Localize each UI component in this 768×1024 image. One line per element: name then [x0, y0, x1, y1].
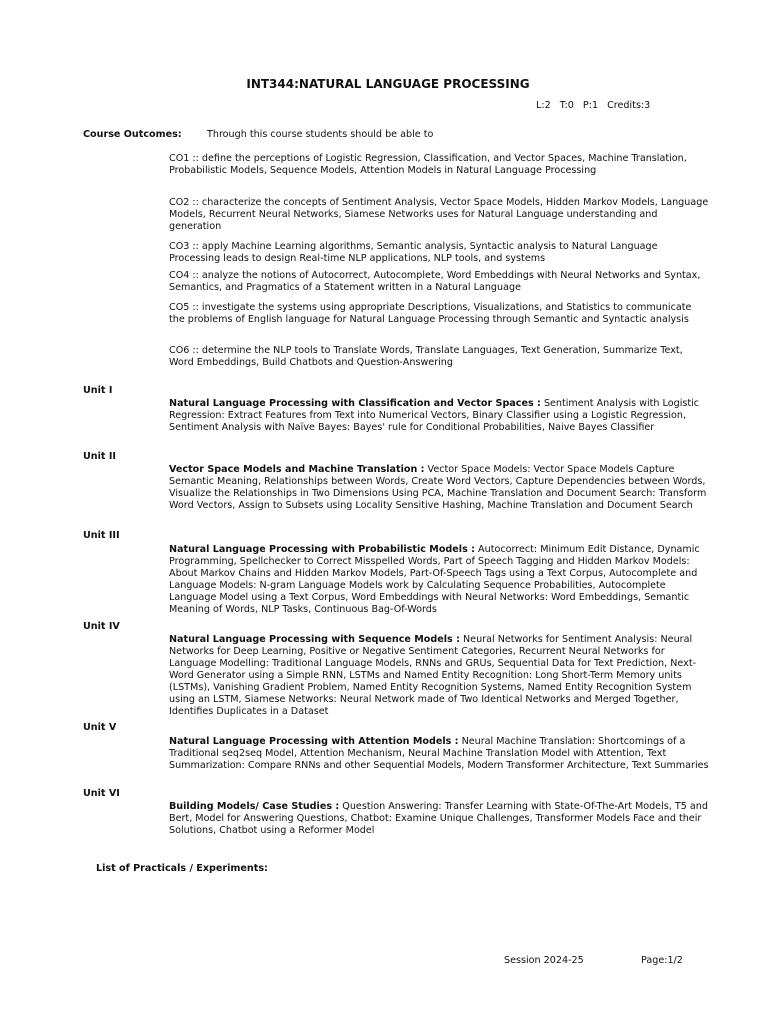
course-outcomes-intro: Through this course students should be able to — [207, 129, 434, 140]
credits-line: L:2 T:0 P:1 Credits:3 — [536, 100, 651, 111]
unit-label: Unit III — [83, 530, 120, 541]
unit-text: Autocorrect: Minimum Edit Distance, Dynamic Programming, Spellchecker to Correct Misspelled Words, Part of Speech Tagging and Hidden Markov Models: About Markov Chains and Hidden Markov Models, Part-Of-Speech Tags using a Text Corpus, Autocomplete and Language Models: N-gram Language Models work by Calculating Sequence Probabilities, Autocomplete Language Model using a Text Corpus, Word Embeddings with Neural Networks: Word Embeddings, Semantic Meaning of Words, NLP Tasks, Continuous Bag-Of-Words — [169, 544, 700, 615]
course-outcome-co6: CO6 :: determine the NLP tools to Translate Words, Translate Languages, Text Generation, Summarize Text, Word Embeddings, Build Chatbots and Question-Answering — [169, 345, 683, 368]
unit-heading: Building Models/ Case Studies : — [169, 801, 340, 812]
unit-text: Vector Space Models: Vector Space Models Capture Semantic Meaning, Relationships between Words, Create Word Vectors, Capture Dependencies between Words, Visualize the Relationships in Two Dimensions Using PCA, Machine Translation and Document Search: Transform Word Vectors, Assign to Subsets using Locality Sensitive Hashing, Machine Translation and Document Search — [169, 464, 707, 511]
unit-content — [169, 398, 709, 434]
unit-content — [169, 634, 709, 718]
unit-content — [169, 801, 709, 837]
course-outcome-co3: CO3 :: apply Machine Learning algorithms, Semantic analysis, Syntactic analysis to Natural Language Processing leads to design Real-time NLP applications, NLP tools, and systems — [169, 241, 658, 264]
practicals-heading: List of Practicals / Experiments: — [96, 863, 268, 874]
course-outcome-co2: CO2 :: characterize the concepts of Sentiment Analysis, Vector Space Models, Hidden Markov Models, Language Models, Recurrent Neural Networks, Siamese Networks uses for Natural Language understanding and generation — [169, 197, 709, 232]
unit-text: Neural Machine Translation: Shortcomings of a Traditional seq2seq Model, Attention Mechanism, Neural Machine Translation Model with Attention, Text Summarization: Compare RNNs and other Sequential Models, Modern Transformer Architecture, Text Summaries — [169, 736, 709, 771]
unit-content — [169, 736, 709, 772]
unit-label: Unit II — [83, 451, 116, 462]
unit-label: Unit VI — [83, 788, 120, 799]
course-outcome-co1: CO1 :: define the perceptions of Logistic Regression, Classification, and Vector Spaces, Machine Translation, Probabilistic Models, Sequence Models, Attention Models in Natural Language Processing — [169, 153, 687, 176]
course-outcome-co5: CO5 :: investigate the systems using appropriate Descriptions, Visualizations, and Statistics to communicate the problems of English language for Natural Language Processing through Semantic and Syntactic analysis — [169, 302, 692, 325]
unit-content — [169, 464, 709, 512]
unit-label: Unit IV — [83, 621, 120, 632]
footer-page-number: Page:1/2 — [641, 955, 683, 966]
unit-heading: Natural Language Processing with Attention Models : — [169, 736, 459, 747]
unit-text: Sentiment Analysis with Logistic Regression: Extract Features from Text into Numerical Vectors, Binary Classifier using a Logistic Regression, Sentiment Analysis with Naïve Bayes: Bayes' rule for Conditional Probabilities, Naive Bayes Classifier — [169, 398, 700, 433]
page-title: INT344:NATURAL LANGUAGE PROCESSING — [246, 77, 530, 91]
unit-label: Unit I — [83, 385, 113, 396]
footer-session: Session 2024-25 — [504, 955, 584, 966]
unit-label: Unit V — [83, 722, 117, 733]
course-outcomes-label: Course Outcomes: — [83, 129, 182, 140]
unit-text: Question Answering: Transfer Learning with State-Of-The-Art Models, T5 and Bert, Model for Answering Questions, Chatbot: Examine Unique Challenges, Transformer Models Face and their Solutions, Chatbot using a Reformer Model — [169, 801, 708, 836]
unit-heading: Natural Language Processing with Classification and Vector Spaces : — [169, 398, 541, 409]
unit-text: Neural Networks for Sentiment Analysis: Neural Networks for Deep Learning, Positive or Negative Sentiment Categories, Recurrent Neural Networks for Language Modelling: Traditional Language Models, RNNs and GRUs, Sequential Data for Text Prediction, Next-Word Generator using a Simple RNN, LSTMs and Named Entity Recognition: Long Short-Term Memory units (LSTMs), Vanishing Gradient Problem, Named Entity Recognition Systems, Named Entity Recognition System using an LSTM, Siamese Networks: Neural Network made of Two Identical Networks and Merged Together, Identifies Duplicates in a Dataset — [169, 634, 697, 717]
course-outcome-co4: CO4 :: analyze the notions of Autocorrect, Autocomplete, Word Embeddings with Neural Networks and Syntax, Semantics, and Pragmatics of a Statement written in a Natural Language — [169, 270, 701, 293]
unit-content — [169, 544, 709, 616]
unit-heading: Natural Language Processing with Sequence Models : — [169, 634, 460, 645]
unit-heading: Natural Language Processing with Probabilistic Models : — [169, 544, 475, 555]
unit-heading: Vector Space Models and Machine Translation : — [169, 464, 425, 475]
